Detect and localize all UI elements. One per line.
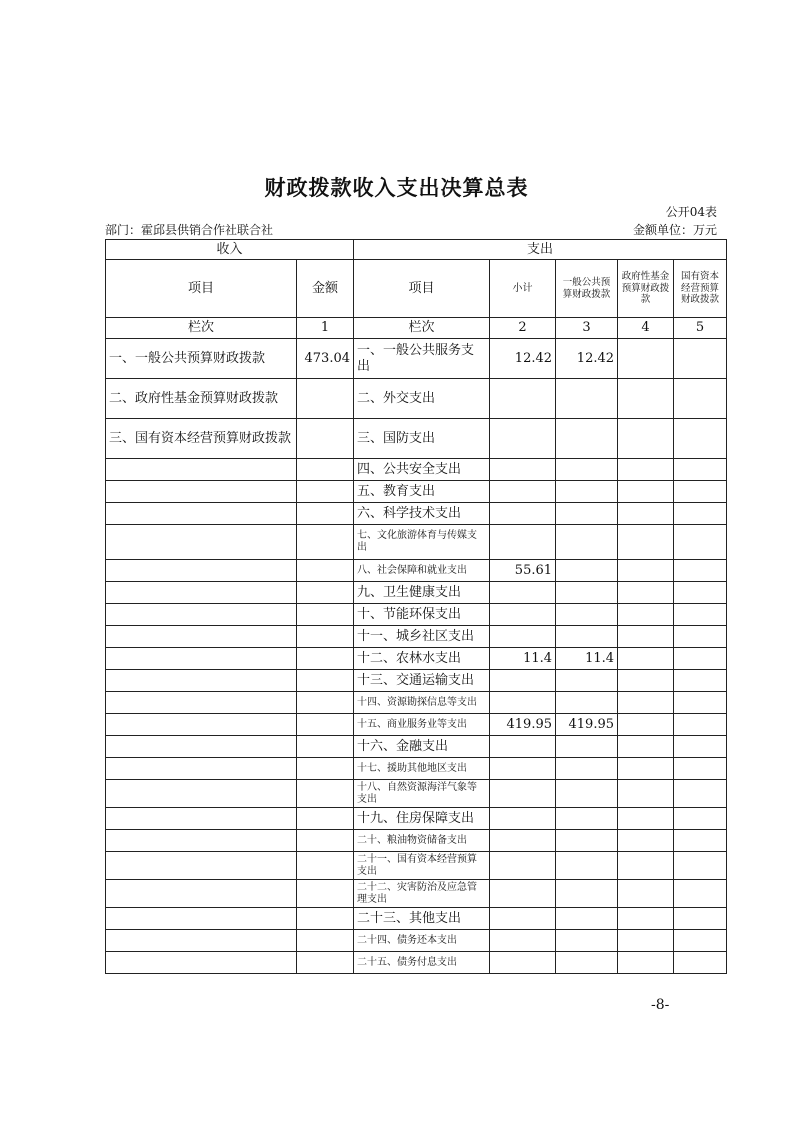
income-item xyxy=(106,908,297,930)
income-amount xyxy=(297,604,354,626)
table-body xyxy=(106,339,727,974)
table-row xyxy=(106,830,727,852)
subtotal-value xyxy=(490,670,556,692)
table-row xyxy=(106,852,727,880)
gov-fund-value xyxy=(618,582,674,604)
table-row xyxy=(106,758,727,780)
income-amount xyxy=(297,525,354,560)
income-item xyxy=(106,582,297,604)
gov-fund-header: 政府性基金预算财政拨款 xyxy=(618,260,674,318)
subtotal-value xyxy=(490,880,556,908)
table-row xyxy=(106,525,727,560)
expense-item: 十一、城乡社区支出 xyxy=(354,626,490,648)
general-budget-value: 419.95 xyxy=(556,714,618,736)
income-item-header: 项目 xyxy=(106,260,297,318)
subtotal-value xyxy=(490,379,556,419)
expense-header: 支出 xyxy=(354,240,727,260)
subtotal-value xyxy=(490,908,556,930)
income-item xyxy=(106,670,297,692)
gov-fund-value xyxy=(618,339,674,379)
income-item xyxy=(106,952,297,974)
state-capital-value xyxy=(674,648,727,670)
state-capital-value xyxy=(674,780,727,808)
state-capital-value xyxy=(674,670,727,692)
income-amount xyxy=(297,758,354,780)
income-item xyxy=(106,808,297,830)
gov-fund-value xyxy=(618,852,674,880)
income-amount xyxy=(297,379,354,419)
table-row xyxy=(106,503,727,525)
general-budget-value: 11.4 xyxy=(556,648,618,670)
subtotal-value xyxy=(490,481,556,503)
income-item xyxy=(106,481,297,503)
expense-item: 二十四、债务还本支出 xyxy=(354,930,490,952)
table-row xyxy=(106,952,727,974)
general-budget-value xyxy=(556,780,618,808)
expense-item: 九、卫生健康支出 xyxy=(354,582,490,604)
state-capital-value xyxy=(674,481,727,503)
expense-item: 五、教育支出 xyxy=(354,481,490,503)
table-row xyxy=(106,930,727,952)
subtotal-header: 小计 xyxy=(490,260,556,318)
subtotal-value xyxy=(490,626,556,648)
column-label: 栏次 xyxy=(354,318,490,339)
expense-item: 二十一、国有资本经营预算支出 xyxy=(354,852,490,880)
column-label: 栏次 xyxy=(106,318,297,339)
income-amount xyxy=(297,952,354,974)
income-item xyxy=(106,930,297,952)
general-budget-value xyxy=(556,830,618,852)
state-capital-value xyxy=(674,736,727,758)
subtotal-value xyxy=(490,582,556,604)
income-item xyxy=(106,648,297,670)
table-row xyxy=(106,736,727,758)
table-row xyxy=(106,908,727,930)
gov-fund-value xyxy=(618,525,674,560)
subtotal-value xyxy=(490,736,556,758)
expense-item: 二十三、其他支出 xyxy=(354,908,490,930)
gov-fund-value xyxy=(618,481,674,503)
income-amount xyxy=(297,670,354,692)
subtotal-value xyxy=(490,604,556,626)
expense-item: 三、国防支出 xyxy=(354,419,490,459)
subtotal-value xyxy=(490,930,556,952)
page-title: 财政拨款收入支出决算总表 xyxy=(264,176,529,200)
subtotal-value xyxy=(490,525,556,560)
general-budget-value xyxy=(556,670,618,692)
income-amount xyxy=(297,930,354,952)
form-number: 公开04表 xyxy=(665,205,717,219)
subtotal-value xyxy=(490,808,556,830)
state-capital-value xyxy=(674,525,727,560)
general-budget-value xyxy=(556,880,618,908)
income-amount xyxy=(297,808,354,830)
subtotal-value: 419.95 xyxy=(490,714,556,736)
general-budget-value xyxy=(556,379,618,419)
income-amount xyxy=(297,648,354,670)
income-amount xyxy=(297,560,354,582)
income-item: 三、国有资本经营预算财政拨款 xyxy=(106,419,297,459)
state-capital-value xyxy=(674,808,727,830)
table-row xyxy=(106,379,727,419)
expense-item: 二十二、灾害防治及应急管理支出 xyxy=(354,880,490,908)
table-row xyxy=(106,648,727,670)
state-capital-value xyxy=(674,459,727,481)
general-budget-value xyxy=(556,626,618,648)
column-number: 1 xyxy=(297,318,354,339)
expense-item: 十三、交通运输支出 xyxy=(354,670,490,692)
subtotal-value xyxy=(490,852,556,880)
state-capital-value xyxy=(674,758,727,780)
gov-fund-value xyxy=(618,648,674,670)
general-budget-value xyxy=(556,952,618,974)
column-number: 4 xyxy=(618,318,674,339)
column-number: 5 xyxy=(674,318,727,339)
state-capital-value xyxy=(674,880,727,908)
gov-fund-value xyxy=(618,692,674,714)
gov-fund-value xyxy=(618,808,674,830)
income-item xyxy=(106,880,297,908)
general-budget-value xyxy=(556,736,618,758)
expense-item: 一、一般公共服务支出 xyxy=(354,339,490,379)
subtotal-value: 12.42 xyxy=(490,339,556,379)
table-row xyxy=(106,714,727,736)
subtotal-value xyxy=(490,952,556,974)
general-budget-value xyxy=(556,481,618,503)
income-amount xyxy=(297,852,354,880)
income-amount xyxy=(297,714,354,736)
general-budget-value xyxy=(556,604,618,626)
expense-item: 二十五、债务付息支出 xyxy=(354,952,490,974)
income-amount xyxy=(297,626,354,648)
income-item xyxy=(106,626,297,648)
general-budget-value: 12.42 xyxy=(556,339,618,379)
gov-fund-value xyxy=(618,780,674,808)
subtotal-value: 11.4 xyxy=(490,648,556,670)
state-capital-value xyxy=(674,604,727,626)
income-item xyxy=(106,780,297,808)
income-amount xyxy=(297,780,354,808)
income-amount xyxy=(297,880,354,908)
income-item xyxy=(106,758,297,780)
gov-fund-value xyxy=(618,930,674,952)
state-capital-value xyxy=(674,560,727,582)
gov-fund-value xyxy=(618,503,674,525)
income-item: 一、一般公共预算财政拨款 xyxy=(106,339,297,379)
state-capital-value xyxy=(674,419,727,459)
gov-fund-value xyxy=(618,830,674,852)
gov-fund-value xyxy=(618,626,674,648)
gov-fund-value xyxy=(618,604,674,626)
income-amount xyxy=(297,736,354,758)
state-capital-value xyxy=(674,692,727,714)
expense-item: 十、节能环保支出 xyxy=(354,604,490,626)
state-capital-value xyxy=(674,830,727,852)
general-budget-value xyxy=(556,582,618,604)
subtotal-value xyxy=(490,830,556,852)
table-row xyxy=(106,604,727,626)
state-capital-value xyxy=(674,852,727,880)
income-item xyxy=(106,852,297,880)
state-capital-value xyxy=(674,714,727,736)
income-item xyxy=(106,503,297,525)
income-item xyxy=(106,736,297,758)
expense-item: 十六、金融支出 xyxy=(354,736,490,758)
expense-item: 六、科学技术支出 xyxy=(354,503,490,525)
general-budget-value xyxy=(556,503,618,525)
table-row xyxy=(106,692,727,714)
income-amount xyxy=(297,830,354,852)
general-budget-value xyxy=(556,560,618,582)
subtotal-value: 55.61 xyxy=(490,560,556,582)
income-amount xyxy=(297,503,354,525)
column-number: 2 xyxy=(490,318,556,339)
income-amount xyxy=(297,908,354,930)
table-row xyxy=(106,419,727,459)
state-capital-value xyxy=(674,379,727,419)
income-item xyxy=(106,830,297,852)
income-item: 二、政府性基金预算财政拨款 xyxy=(106,379,297,419)
subtotal-value xyxy=(490,692,556,714)
gov-fund-value xyxy=(618,880,674,908)
state-capital-value xyxy=(674,503,727,525)
column-number: 3 xyxy=(556,318,618,339)
income-item xyxy=(106,525,297,560)
gov-fund-value xyxy=(618,670,674,692)
gov-fund-value xyxy=(618,758,674,780)
general-budget-value xyxy=(556,852,618,880)
table-row xyxy=(106,459,727,481)
table-row xyxy=(106,626,727,648)
general-budget-value xyxy=(556,758,618,780)
gov-fund-value xyxy=(618,419,674,459)
department-label: 部门：霍邱县供销合作社联合社 xyxy=(105,223,274,237)
expense-item: 八、社会保障和就业支出 xyxy=(354,560,490,582)
table-row xyxy=(106,670,727,692)
income-amount xyxy=(297,481,354,503)
table-row xyxy=(106,808,727,830)
state-capital-header: 国有资本经营预算财政拨款 xyxy=(674,260,727,318)
gov-fund-value xyxy=(618,736,674,758)
general-budget-value xyxy=(556,525,618,560)
general-budget-value xyxy=(556,808,618,830)
expense-item: 十九、住房保障支出 xyxy=(354,808,490,830)
income-amount xyxy=(297,459,354,481)
income-amount xyxy=(297,692,354,714)
income-amount-header: 金额 xyxy=(297,260,354,318)
unit-label: 金额单位：万元 xyxy=(632,223,717,237)
expense-item: 二、外交支出 xyxy=(354,379,490,419)
state-capital-value xyxy=(674,626,727,648)
table-row xyxy=(106,339,727,379)
income-item xyxy=(106,604,297,626)
gov-fund-value xyxy=(618,908,674,930)
table-row xyxy=(106,780,727,808)
income-item xyxy=(106,714,297,736)
income-item xyxy=(106,560,297,582)
gov-fund-value xyxy=(618,952,674,974)
gov-fund-value xyxy=(618,560,674,582)
subtotal-value xyxy=(490,419,556,459)
table-row xyxy=(106,582,727,604)
expense-item-header: 项目 xyxy=(354,260,490,318)
income-item xyxy=(106,692,297,714)
subtotal-value xyxy=(490,758,556,780)
subtotal-value xyxy=(490,459,556,481)
general-budget-value xyxy=(556,692,618,714)
general-budget-value xyxy=(556,908,618,930)
expense-item: 十七、援助其他地区支出 xyxy=(354,758,490,780)
income-item xyxy=(106,459,297,481)
gov-fund-value xyxy=(618,714,674,736)
state-capital-value xyxy=(674,582,727,604)
state-capital-value xyxy=(674,930,727,952)
income-amount: 473.04 xyxy=(297,339,354,379)
general-budget-header: 一般公共预算财政拨款 xyxy=(556,260,618,318)
expense-item: 七、文化旅游体育与传媒支出 xyxy=(354,525,490,560)
expense-item: 十二、农林水支出 xyxy=(354,648,490,670)
gov-fund-value xyxy=(618,379,674,419)
general-budget-value xyxy=(556,930,618,952)
income-amount xyxy=(297,582,354,604)
income-amount xyxy=(297,419,354,459)
page-number: -8- xyxy=(651,997,670,1013)
general-budget-value xyxy=(556,419,618,459)
general-budget-value xyxy=(556,459,618,481)
expense-item: 二十、粮油物资储备支出 xyxy=(354,830,490,852)
subtotal-value xyxy=(490,780,556,808)
table-row xyxy=(106,481,727,503)
income-header: 收入 xyxy=(106,240,354,260)
state-capital-value xyxy=(674,908,727,930)
expense-item: 十五、商业服务业等支出 xyxy=(354,714,490,736)
table-row xyxy=(106,560,727,582)
table-row xyxy=(106,880,727,908)
expense-item: 十四、资源勘探信息等支出 xyxy=(354,692,490,714)
budget-table xyxy=(105,239,727,974)
state-capital-value xyxy=(674,339,727,379)
expense-item: 十八、自然资源海洋气象等支出 xyxy=(354,780,490,808)
expense-item: 四、公共安全支出 xyxy=(354,459,490,481)
subtotal-value xyxy=(490,503,556,525)
state-capital-value xyxy=(674,952,727,974)
gov-fund-value xyxy=(618,459,674,481)
